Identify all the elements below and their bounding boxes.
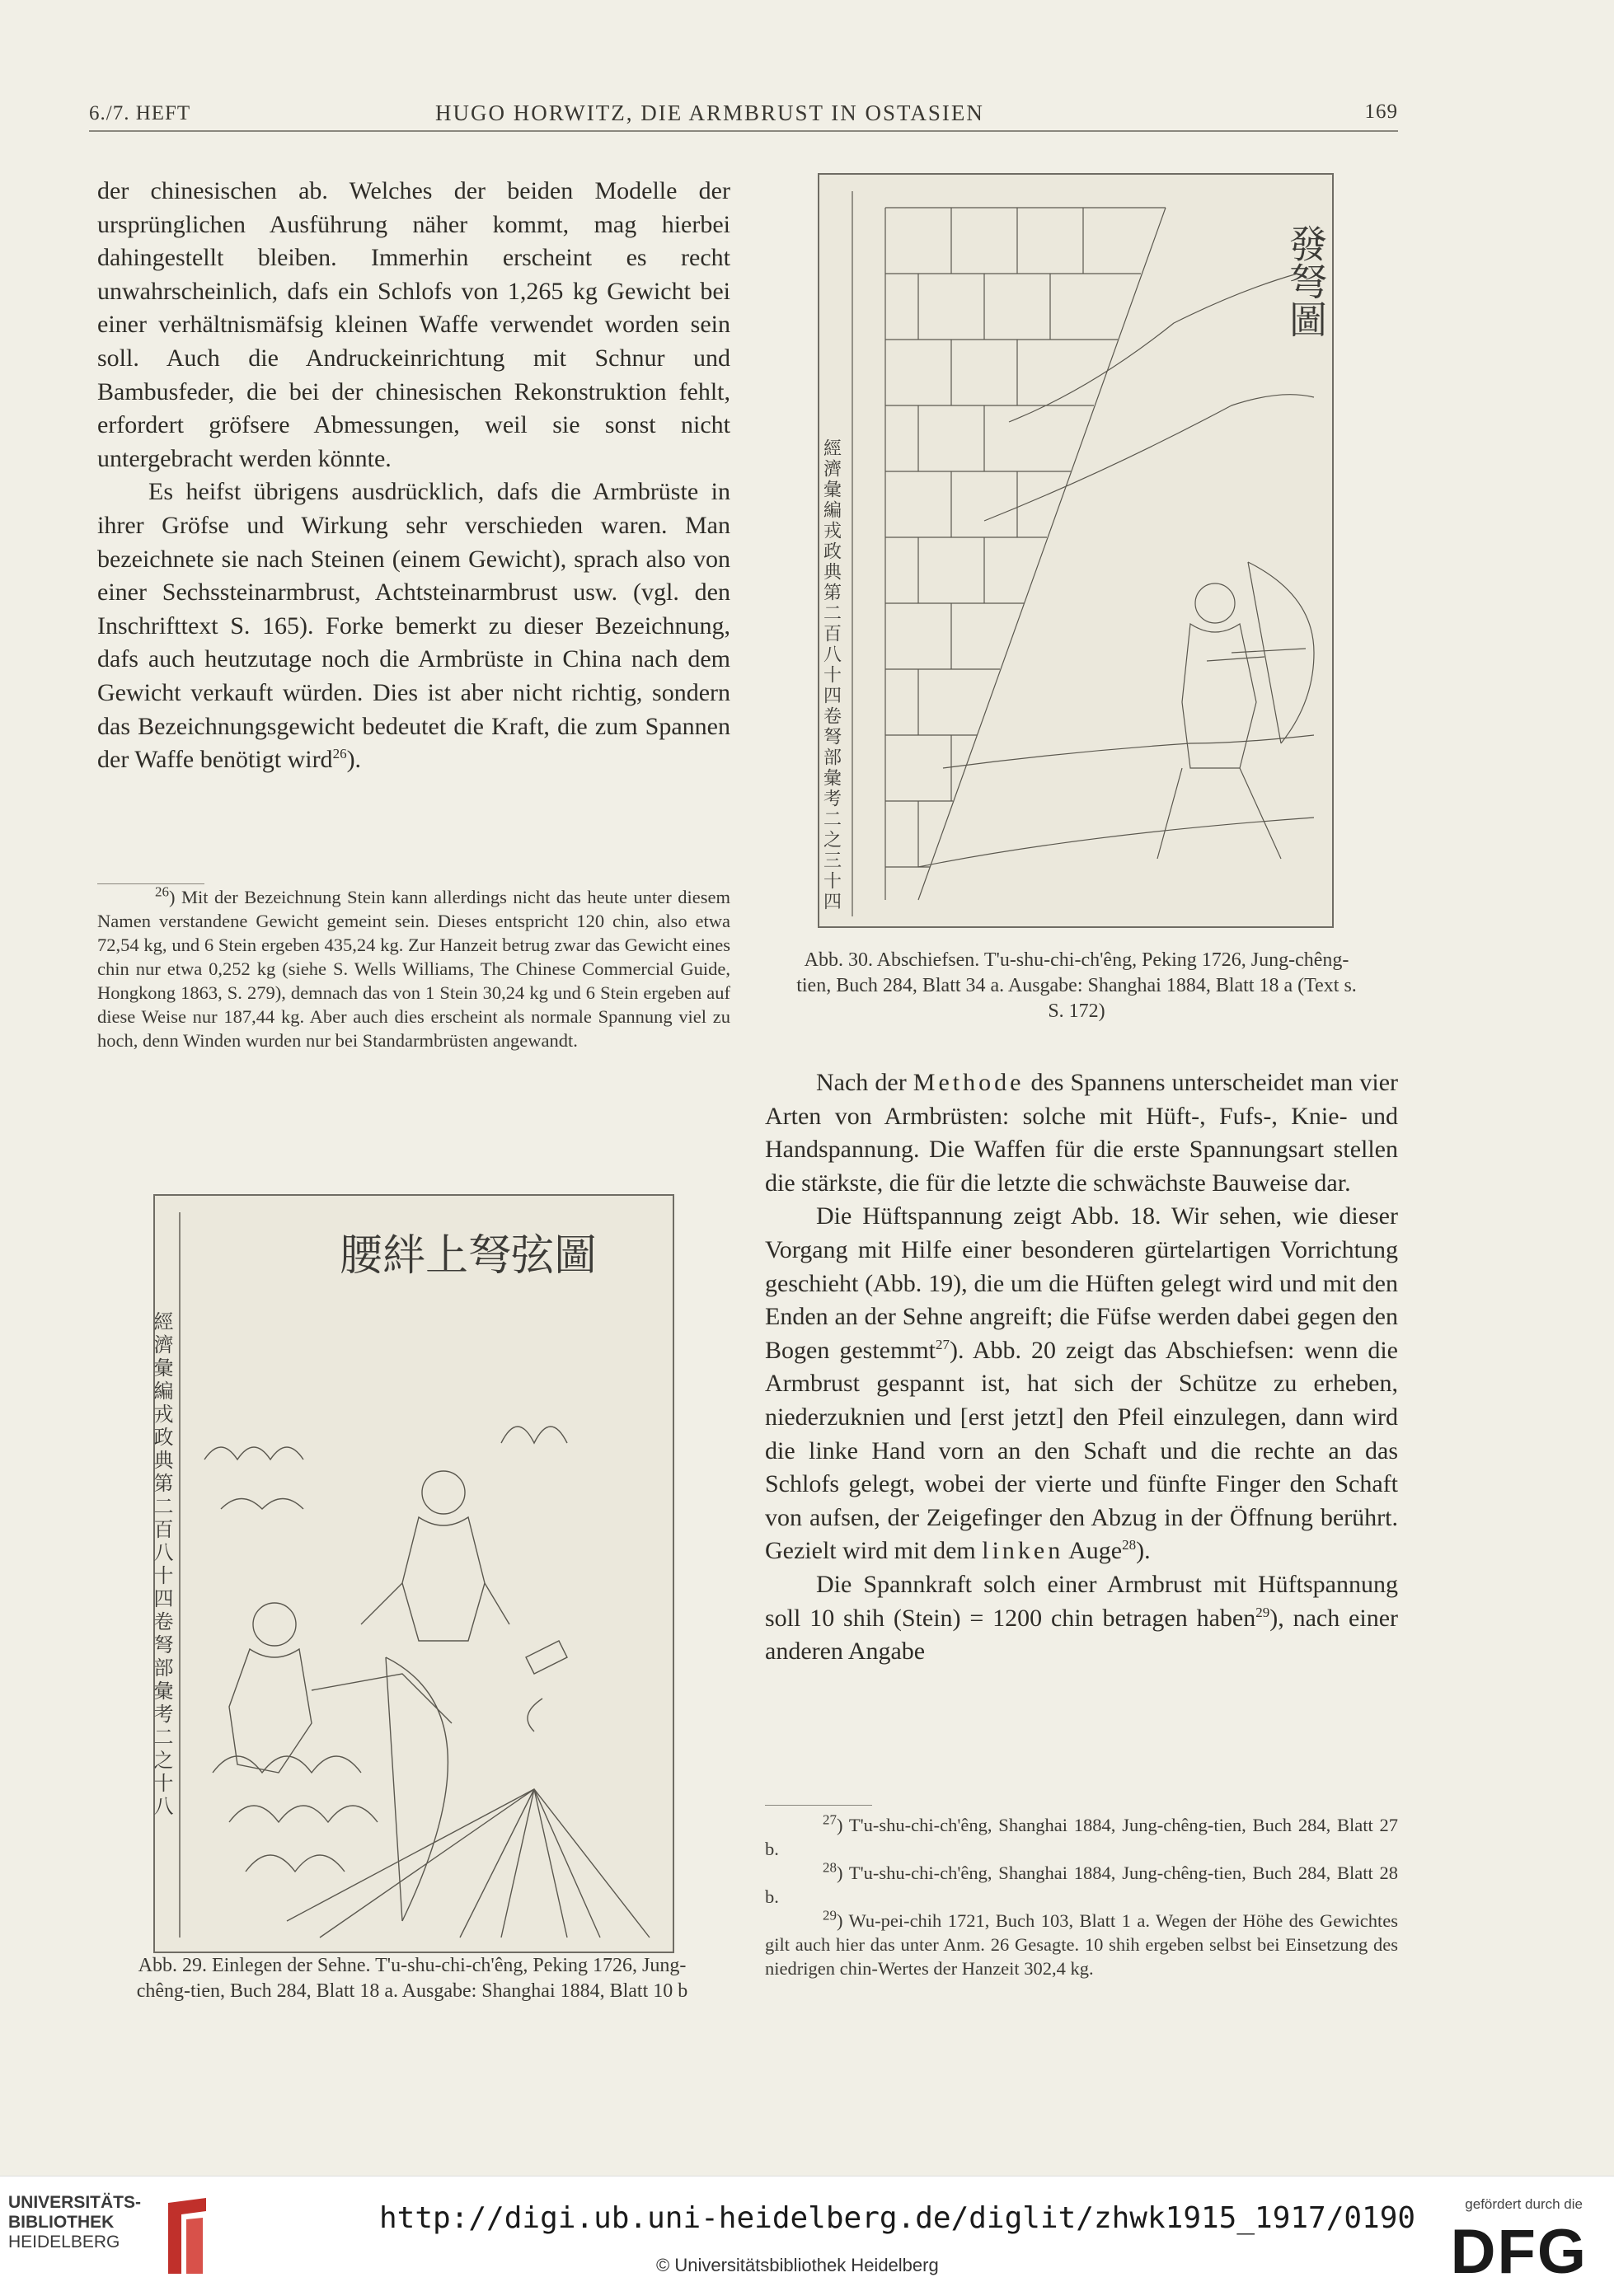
footnote-26: $^{26}$) Mit der Bezeichnung Stein kann allerdings nicht das heute unter diesem Namen verstandene Gewicht gemeint sein. Dieses entspricht 120 chin, also etwa 72,54 kg, und 6 Stein ergeben 435,24 kg. Zur Hanzeit betrug zwar das Gewicht eines chin nur etwa 0,252 kg (siehe S. Wells Williams, The Chinese Commercial Guide, Hongkong 1863, S. 279), demnach das von 1 Stein 30,24 kg und 6 Stein ergeben auf diese Weise nur 187,44 kg. Aber auch dies erscheint als normale Spannung viel zu hoch, denn Winden wurden nur bei Standarmbrüsten angewandt.	[97, 883, 730, 1051]
library-logo-icon	[162, 2195, 213, 2277]
figure-30-caption: Abb. 30. Abschiefsen. T'u-shu-chi-ch'êng, Peking 1726, Jung-chêng-tien, Buch 284, Blatt 34 a. Ausgabe: Shanghai 1884, Blatt 18 a (Text s. S. 172)	[796, 949, 1357, 1022]
caption-cjk-side	[150, 1311, 173, 1819]
caption-cjk-title	[340, 1231, 597, 1281]
running-head	[89, 97, 1398, 132]
paragraph: Die Hüftspannung zeigt Abb. 18. Wir sehen, wie dieser Vorgang mit Hilfe einer besonderen gürtelartigen Vorrichtung geschieht (Abb. 19), die um die Hüften gelegt wird und mit den Enden an der Sehne angreift; die Füfse werden dabei gegen den Bogen gestemmt$^{27}$). Abb. 20 zeigt das Abschiefsen: wenn die Armbrust gespannt ist, hat sich der Schütze zu erheben, niederzuknien und [erst jetzt] den Pfeil einzulegen, dann wird die linke Hand vorn an den Schaft und die rechte an das Schlofs gelegt, wobei der vierte und fünfte Finger den Schaft von aufsen, der Zeigefinger den Abzug in der Öffnung berührt. Gezielt wird mit dem linken Auge$^{28}$).	[765, 1202, 1398, 1565]
caption-cjk-title	[1283, 224, 1328, 338]
right-column-text	[765, 1066, 1398, 1669]
caption-cjk-side	[821, 438, 842, 912]
digitization-banner	[0, 2176, 1614, 2296]
issue-label: 6./7. HEFT	[89, 102, 191, 124]
figure-29-caption: Abb. 29. Einlegen der Sehne. T'u-shu-chi-ch'êng, Peking 1726, Jung-chêng-tien, Buch 284, Blatt 18 a. Ausgabe: Shanghai 1884, Blatt 10 b	[136, 1955, 688, 2002]
svg-text:經濟彙編戎政典第二百八十四卷弩部彙考二之十八: 經濟彙編戎政典第二百八十四卷弩部彙考二之十八	[150, 1311, 173, 1819]
funding-label: gefördert durch die	[1465, 2196, 1583, 2212]
left-footnotes	[97, 885, 730, 1052]
paragraph: Nach der Methode des Spannens unterscheidet man vier Arten von Armbrüsten: solche mit Hüft-, Fufs-, Knie- und Handspannung. Die Waffen für die erste Spannungsart stellen die stärkste, die für die letzte die schwächste Bauweise dar.	[765, 1069, 1398, 1197]
copyright-notice: © Universitätsbibliothek Heidelberg	[656, 2255, 939, 2275]
library-logo-text[interactable]: UNIVERSITÄTS- BIBLIOTHEK HEIDELBERG	[8, 2193, 142, 2251]
svg-text:經濟彙編戎政典第二百八十四卷弩部彙考二之三十四: 經濟彙編戎政典第二百八十四卷弩部彙考二之三十四	[820, 438, 842, 912]
footnote-29: $^{29}$) Wu-pei-chih 1721, Buch 103, Blatt 1 a. Wegen der Höhe des Gewichtes gilt auch hier das unter Anm. 26 Gesagte. 10 shih ergeben selbst bei Einsetzung des niedrigen chin-Wertes der Hanzeit 302,4 kg.	[765, 1907, 1398, 1979]
footnote-ref[interactable]: 29	[1255, 1604, 1270, 1620]
footnote-ref[interactable]: 27	[936, 1336, 950, 1352]
footnote-ref[interactable]: 28	[1122, 1537, 1137, 1553]
svg-text:腰絆上弩弦圖: 腰絆上弩弦圖	[339, 1231, 598, 1281]
footnote-27: $^{27}$) T'u-shu-chi-ch'êng, Shanghai 1884, Jung-chêng-tien, Buch 284, Blatt 27 b.	[765, 1811, 1398, 1859]
right-footnotes	[765, 1813, 1398, 1980]
page-number: 169	[1364, 101, 1398, 123]
figure-30-illustration	[818, 173, 1334, 928]
woodcut-drawing	[819, 175, 1332, 926]
paragraph: Die Spannkraft solch einer Armbrust mit Hüftspannung soll 10 shih (Stein) = 1200 chin betragen haben$^{29}$), nach einer anderen Angabe	[765, 1570, 1398, 1666]
svg-text:發弩圖: 發弩圖	[1283, 224, 1328, 338]
paragraph: der chinesischen ab. Welches der beiden Modelle der ursprünglichen Ausführung näher kommt, mag hierbei dahingestellt bleiben. Immerhin erscheint es recht unwahrscheinlich, dafs ein Schlofs von 1,265 kg Gewicht bei einer verhältnismäfsig kleinen Waffe verwendet worden sein soll. Auch die Andruckeinrichtung mit Schnur und Bambusfeder, die bei der chinesischen Rekonstruktion fehlt, erfordert gröfsere Abmessungen, weil sie sonst nicht untergebracht werden könnte.	[97, 177, 730, 472]
footnote-ref[interactable]: 26	[332, 746, 347, 762]
footnote-rule	[97, 883, 204, 884]
paragraph: Es heifst übrigens ausdrücklich, dafs die Armbrüste in ihrer Gröfse und Wirkung sehr verschieden waren. Man bezeichnete sie nach Steinen (einem Gewicht), sprach also von einer Sechssteinarmbrust, Achtsteinarmbrust usw. (vgl. den Inschrifttext S. 165). Forke bemerkt zu dieser Bezeichnung, dafs auch heutzutage noch die Armbrüste in China nach dem Gewicht verkauft würden. Dies ist aber nicht richtig, sondern das Bezeichnungsgewicht bedeutet die Kraft, die zum Spannen der Waffe benötigt wird$^{26}$).	[97, 478, 730, 774]
woodcut-drawing	[150, 1196, 673, 1952]
footnote-rule	[765, 1805, 872, 1806]
footnote-28: $^{28}$) T'u-shu-chi-ch'êng, Shanghai 1884, Jung-chêng-tien, Buch 284, Blatt 28 b.	[765, 1859, 1398, 1907]
dfg-logo[interactable]: DFG	[1450, 2217, 1588, 2287]
permalink-url[interactable]: http://digi.ub.uni-heidelberg.de/diglit/zhwk1915_1917/0190	[379, 2201, 1416, 2235]
figure-29-illustration	[150, 1194, 674, 1953]
left-column-text	[97, 175, 730, 777]
article-title: HUGO HORWITZ, DIE ARMBRUST IN OSTASIEN	[435, 101, 984, 125]
